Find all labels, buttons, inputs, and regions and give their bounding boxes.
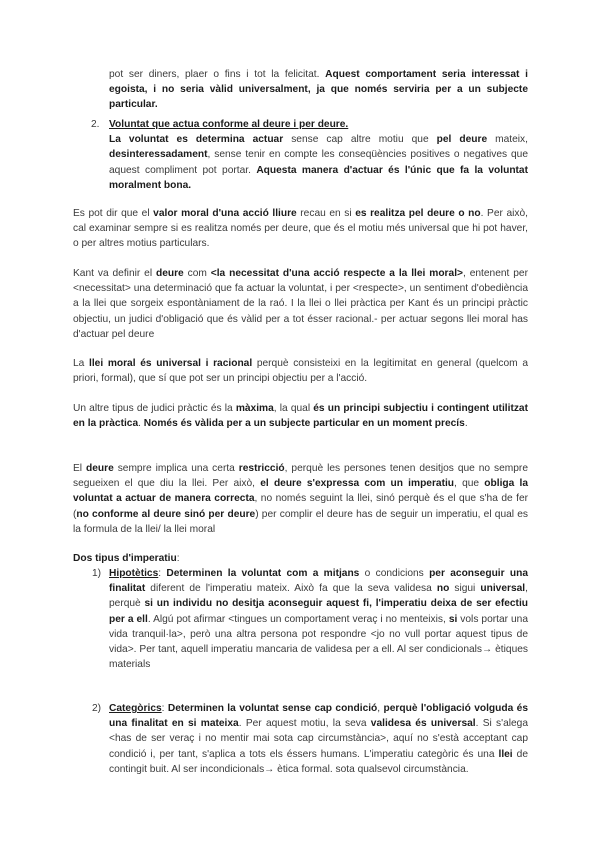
bold-run: no xyxy=(436,583,450,595)
item-title: Hipotètics xyxy=(109,568,159,579)
text-run: , sense tenir en compte les conseqüències positives o negatives que aquest compliment pot portar. xyxy=(109,149,528,176)
item-number: 2) xyxy=(92,703,102,714)
paragraph-continuation xyxy=(109,67,528,113)
bold-run: llei moral és universal i racional xyxy=(89,358,253,369)
text-run: diferent de l'imperatiu mateix. Això fa que la seva validesa xyxy=(145,583,437,595)
text-run: , que xyxy=(454,478,485,490)
list-item-voluntat-per-deure xyxy=(109,117,528,193)
bold-run: no conforme al deure sinó per deure xyxy=(76,508,256,520)
heading-text: Dos tipus d'imperatiu xyxy=(73,553,177,564)
text-run: mateix, xyxy=(487,134,528,146)
bold-run: validesa és universal xyxy=(370,718,476,730)
text-run: La xyxy=(73,358,89,369)
text-run: , perquè les persones tenen desitjos que no sempre segueixen el que diu la llei. Per això, xyxy=(73,463,528,490)
text-run: . Si s'alega <has de ser veraç i no mentir mai sota cap circumstància>, aquí no s'està acceptant cap condició i, per tant, s'aplica a tots els éssers humans. L'imperatiu categòric és una xyxy=(109,718,528,760)
bold-run: <la necessitat d'una acció respecte a la llei moral> xyxy=(210,268,463,279)
bold-run: deure xyxy=(155,268,184,279)
text-run: . Per això, cal examinar sempre si es realitza només per deure, que és el motiu més universal que hi pot haver, o per altres motius particulars. xyxy=(73,208,528,250)
paragraph-maxima xyxy=(73,401,528,431)
text-run: pot ser diners, plaer o fins i tot la felicitat. xyxy=(109,69,326,80)
item-title: Voluntat que actua conforme al deure i per deure. xyxy=(109,119,349,130)
text-run: : xyxy=(161,703,168,714)
bold-run: per aconseguir una finalitat xyxy=(109,568,528,595)
bold-run: Determinen la voluntat com a mitjans xyxy=(166,568,360,579)
paragraph-definicio-deure xyxy=(73,266,528,342)
bold-run: universal xyxy=(480,583,526,595)
text-run: , no només seguint la llei, sinó perquè és el que s'ha de fer ( xyxy=(73,493,528,520)
bold-run: Només és vàlida per a un subjecte particular en un moment precís xyxy=(143,418,465,430)
item-number: 2. xyxy=(91,119,100,130)
text-run: El xyxy=(73,463,86,474)
text-run: . Per aquest motiu, la seva xyxy=(238,718,371,730)
bold-run: deure xyxy=(86,463,114,474)
text-run: Un altre tipus de judici pràctic és la xyxy=(73,403,236,414)
text-run: Kant va definir el xyxy=(73,268,156,279)
paragraph-valor-moral xyxy=(73,206,528,252)
text-run: o condicions xyxy=(359,568,430,579)
bold-run: màxima xyxy=(235,403,274,414)
text-run: vols portar una vida tranquil·la>, però una altra persona pot respondre <jo no vull portar aquest tipus de vida>. Per tant, aquell imperatiu mancaria de validesa per a ell. Al ser condicionals→ ètiques materials xyxy=(109,613,528,671)
item-number: 1) xyxy=(92,568,102,579)
list-item-hipotetics xyxy=(109,566,528,672)
bold-run: La voluntat es determina actuar xyxy=(109,134,284,146)
bold-run: Aquesta manera d'actuar és l'únic que fa la voluntat moralment bona. xyxy=(109,164,528,191)
bold-run: Aquest comportament seria interessat i egoista, i no seria vàlid universalment, ja que només serviria per a un subjecte particular. xyxy=(109,69,528,111)
bold-run: si xyxy=(448,613,458,625)
bold-run: és un principi subjectiu i contingent utilitzat en la pràctica xyxy=(73,403,528,430)
text-run: sigui xyxy=(449,583,481,595)
text-run: sempre implica una certa xyxy=(113,463,239,474)
text-run: , perquè xyxy=(109,583,528,610)
text-run: : xyxy=(158,568,167,579)
text-run: de contingit buit. Al ser incondicionals→ ètica formal. sota qualsevol circumstància. xyxy=(109,748,528,775)
bold-run: el deure s'expressa com un imperatiu xyxy=(260,478,455,490)
bold-run: Determinen la voluntat sense cap condició xyxy=(167,703,378,714)
text-run: , la qual xyxy=(273,403,314,414)
paragraph-restriccio xyxy=(73,461,528,537)
text-run: Es pot dir que el xyxy=(73,208,154,219)
text-run: . xyxy=(138,418,144,430)
bold-run: perquè l'obligació volguda és una finalitat en si mateixa xyxy=(109,703,528,730)
bold-run: es realitza pel deure o no xyxy=(355,208,481,219)
bold-run: restricció xyxy=(238,463,285,474)
bold-run: valor moral d'una acció lliure xyxy=(153,208,297,219)
text-run: . Algú pot afirmar <tingues un comportament veraç i no menteixis, xyxy=(147,613,449,625)
bold-run: obliga la voluntat a actuar de manera correcta xyxy=(73,478,528,505)
section-heading xyxy=(73,551,528,566)
list-item-categorics xyxy=(109,701,528,777)
bold-run: si un individu no desitja aconseguir aquest fi, l'imperatiu deixa de ser efectiu per a ell xyxy=(109,598,529,625)
text-run: com xyxy=(183,268,211,279)
bold-run: llei xyxy=(498,748,513,760)
item-title: Categòrics xyxy=(109,703,162,714)
heading-colon: : xyxy=(176,553,180,564)
text-run: ) per complir el deure has de seguir un imperatiu, el qual es la formula de la llei/ la llei moral xyxy=(73,508,528,535)
text-run: . xyxy=(464,418,468,430)
bold-run: pel deure xyxy=(436,134,488,146)
text-run: sense cap altre motiu que xyxy=(283,134,437,146)
text-run: perquè consisteixi en la legitimitat en general (quelcom a priori, formal), que sí que pot ser un principi objectiu per a l'acció. xyxy=(73,358,528,385)
paragraph-llei-moral xyxy=(73,356,528,386)
text-run: , entenent per <necessitat> una determinació que fa actuar la voluntat, i per <respecte>, un sentiment d'obediència a la llei que sorgeix espontàniament de la raó. I la llei o llei pràctica per Kant és un principi pràctic objectiu, un judici d'obligació que és vàlid per a tot ésser racional.- per actuar segons llei moral has d'actuar pel deure xyxy=(73,268,528,340)
bold-run: desinteressadament xyxy=(109,149,208,161)
text-run: , xyxy=(377,703,384,714)
text-run: recau en si xyxy=(296,208,356,219)
